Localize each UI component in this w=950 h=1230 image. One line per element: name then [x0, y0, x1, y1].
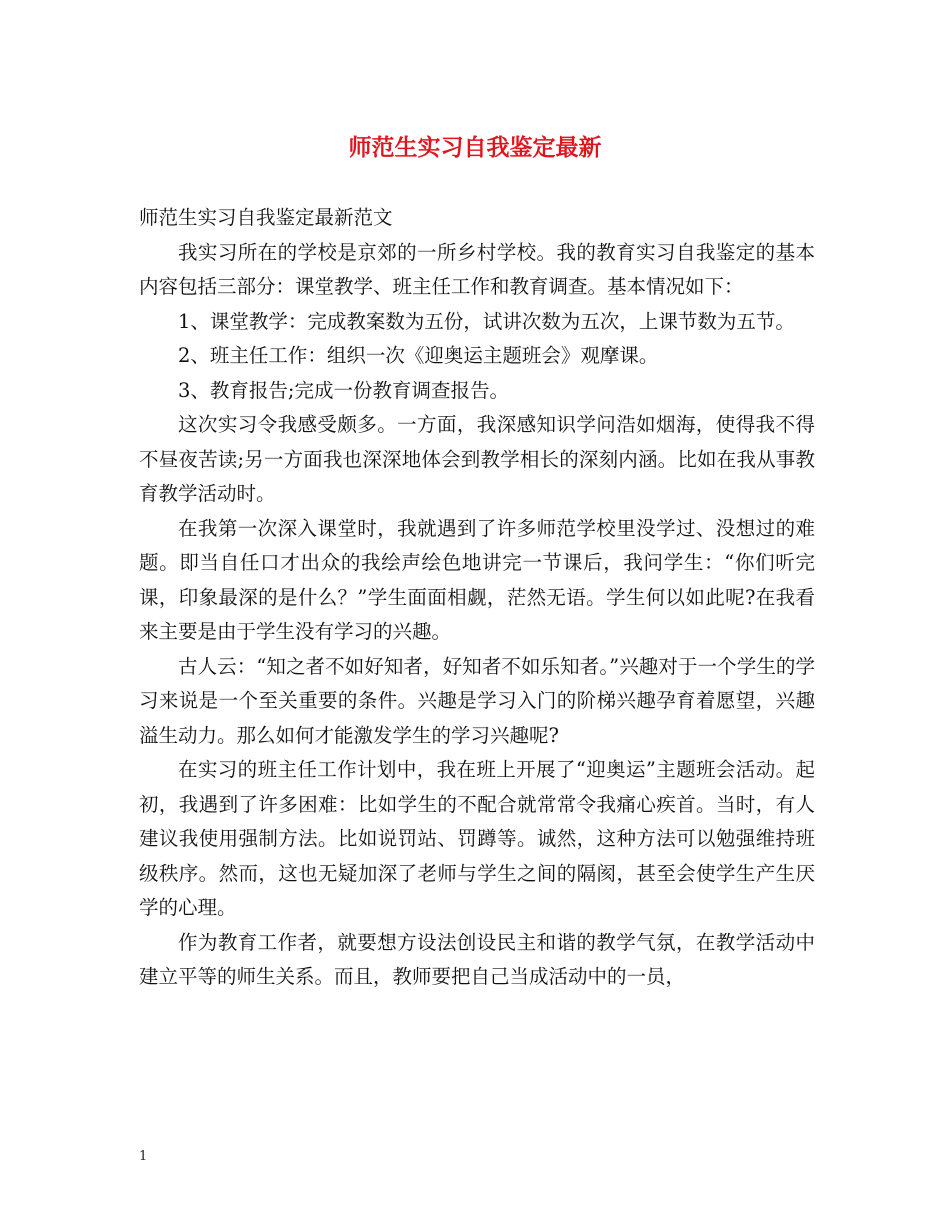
document-body	[139, 201, 815, 995]
paragraph-classroom-teaching: 1、课堂教学：完成教案数为五份，试讲次数为五次，上课节数为五节。	[178, 309, 795, 333]
paragraph-intro: 我实习所在的学校是京郊的一所乡村学校。我的教育实习自我鉴定的基本内容包括三部分：课堂教学、班主任工作和教育调查。基本情况如下：	[139, 240, 815, 298]
page-number: 1	[139, 1149, 148, 1164]
document-title: 师范生实习自我鉴定最新	[348, 135, 602, 161]
paragraph-first-class: 在我第一次深入课堂时，我就遇到了许多师范学校里没学过、没想过的难题。即当自任口才出众的我绘声绘色地讲完一节课后，我问学生：“你们听完课，印象最深的是什么？”学生面面相觑，茫然无语。学生何以如此呢?在我看来主要是由于学生没有学习的兴趣。	[139, 516, 815, 643]
paragraph-reflection: 这次实习令我感受颇多。一方面，我深感知识学问浩如烟海，使得我不得不昼夜苦读;另一方面我也深深地体会到教学相长的深刻内涵。比如在我从事教育教学活动时。	[139, 413, 815, 505]
paragraph-education-report: 3、教育报告;完成一份教育调查报告。	[178, 378, 509, 402]
paragraph-educator: 作为教育工作者，就要想方设法创设民主和谐的教学气氛，在教学活动中建立平等的师生关系。而且，教师要把自己当成活动中的一员，	[139, 930, 815, 988]
paragraph-class-teacher-work: 2、班主任工作：组织一次《迎奥运主题班会》观摩课。	[178, 344, 659, 367]
paragraph-class-meeting: 在实习的班主任工作计划中，我在班上开展了“迎奥运”主题班会活动。起初，我遇到了许多困难：比如学生的不配合就常常令我痛心疾首。当时，有人建议我使用强制方法。比如说罚站、罚蹲等。诚然，这种方法可以勉强维持班级秩序。然而，这也无疑加深了老师与学生之间的隔阂，甚至会使学生产生厌学的心理。	[139, 758, 815, 919]
paragraph-interest: 古人云：“知之者不如好知者，好知者不如乐知者。”兴趣对于一个学生的学习来说是一个至关重要的条件。兴趣是学习入门的阶梯兴趣孕育着愿望，兴趣溢生动力。那么如何才能激发学生的学习兴趣呢?	[139, 654, 815, 747]
document-subtitle: 师范生实习自我鉴定最新范文	[139, 206, 393, 229]
